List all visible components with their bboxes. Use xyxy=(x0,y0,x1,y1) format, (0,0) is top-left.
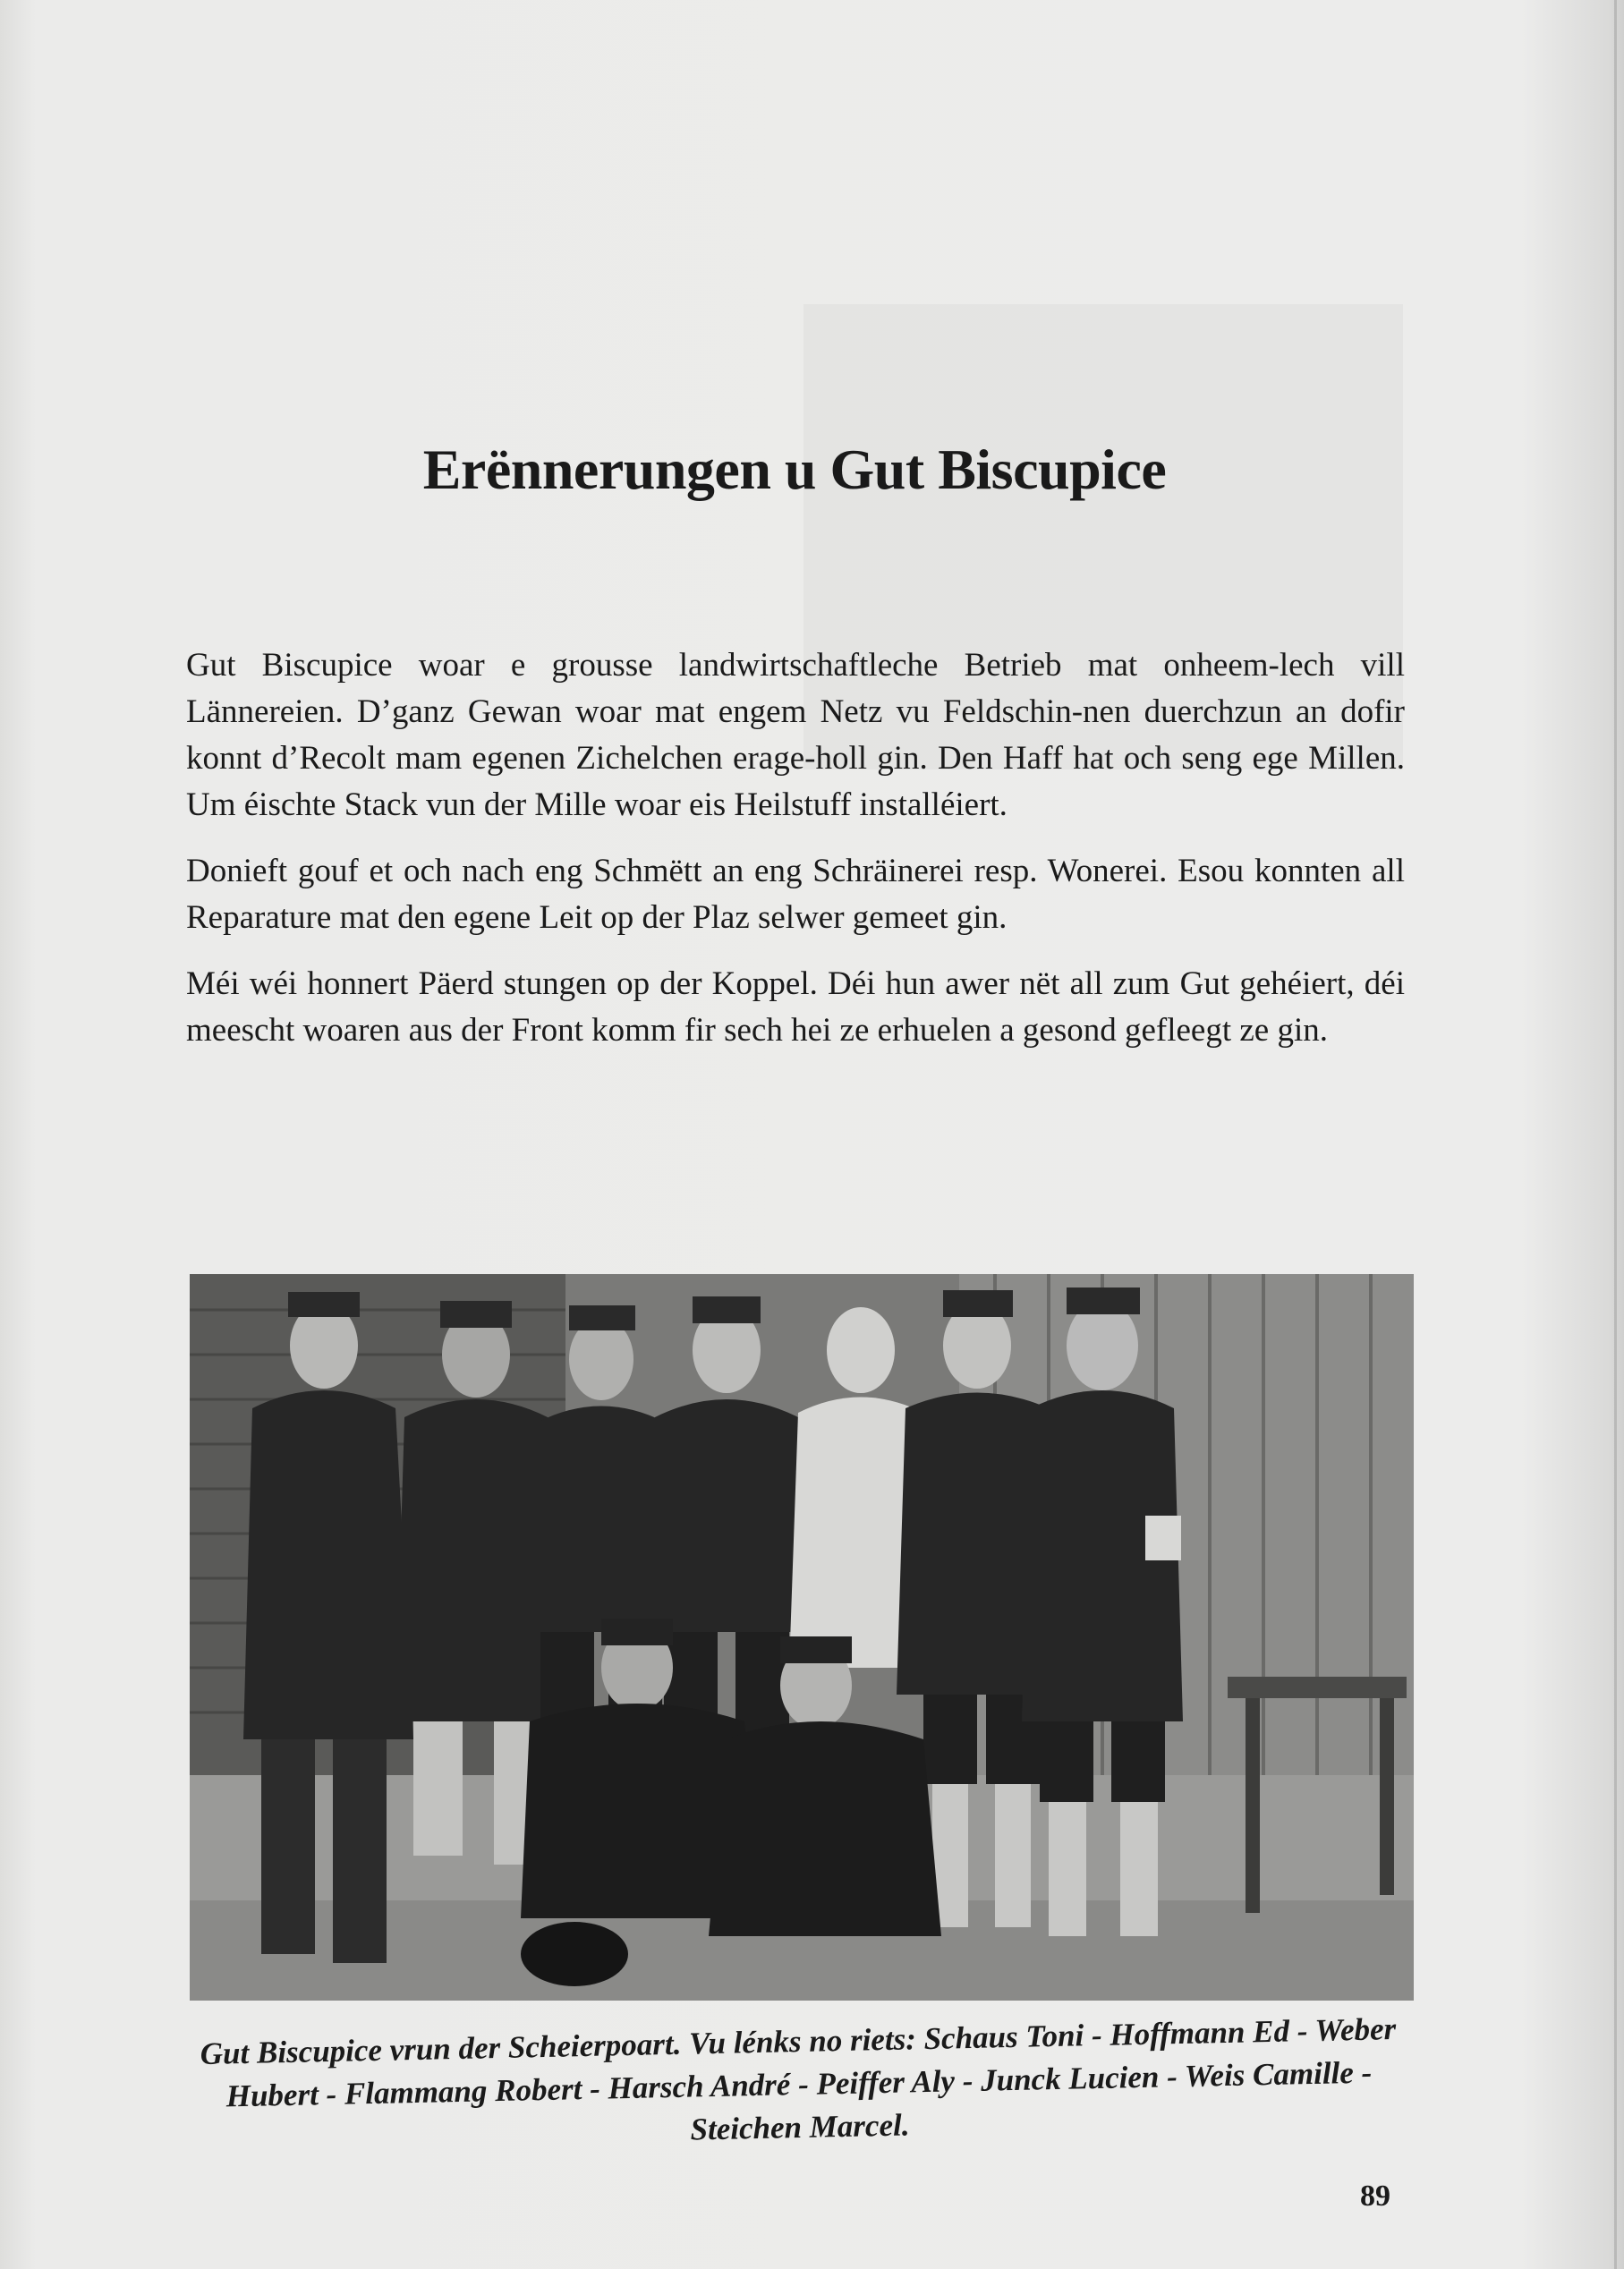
paragraph: Méi wéi honnert Päerd stungen op der Koppel. Déi hun awer nët all zum Gut gehéiert, déi meescht woaren aus der Front komm fir sech hei ze erhuelen a gesond gefleegt ze gin. xyxy=(186,965,1405,1049)
paragraph: Donieft gouf et och nach eng Schmëtt an eng Schräinerei resp. Wonerei. Esou konnten all Reparature mat den egene Leit op der Plaz selwer gemeet gin. xyxy=(186,853,1405,936)
page-edge xyxy=(1614,0,1617,2269)
photo-caption: Gut Biscupice vrun der Scheierpoart. Vu lénks no riets: Schaus Toni - Hoffmann Ed - Weber Hubert - Flammang Robert - Harsch André - Peiffer Aly - Junck Lucien - Weis Camille - Steichen Marcel. xyxy=(200,2011,1397,2147)
article-body xyxy=(186,642,1405,1074)
group-photo xyxy=(190,1274,1414,2001)
photo-illustration xyxy=(190,1274,1414,2001)
page-number: 89 xyxy=(1360,2180,1390,2213)
article-title: Erënnerungen u Gut Biscupice xyxy=(422,438,1167,501)
paragraph: Gut Biscupice woar e grousse landwirtschaftleche Betrieb mat onheem-lech vill Lännereien. D’ganz Gewan woar mat engem Netz vu Feldschin-nen duerchzun an dofir konnt d’Recolt mam egenen Zichelchen erage-holl gin. Den Haff hat och seng ege Millen. Um éischte Stack vun der Mille woar eis Heilstuff installéiert. xyxy=(186,647,1405,823)
